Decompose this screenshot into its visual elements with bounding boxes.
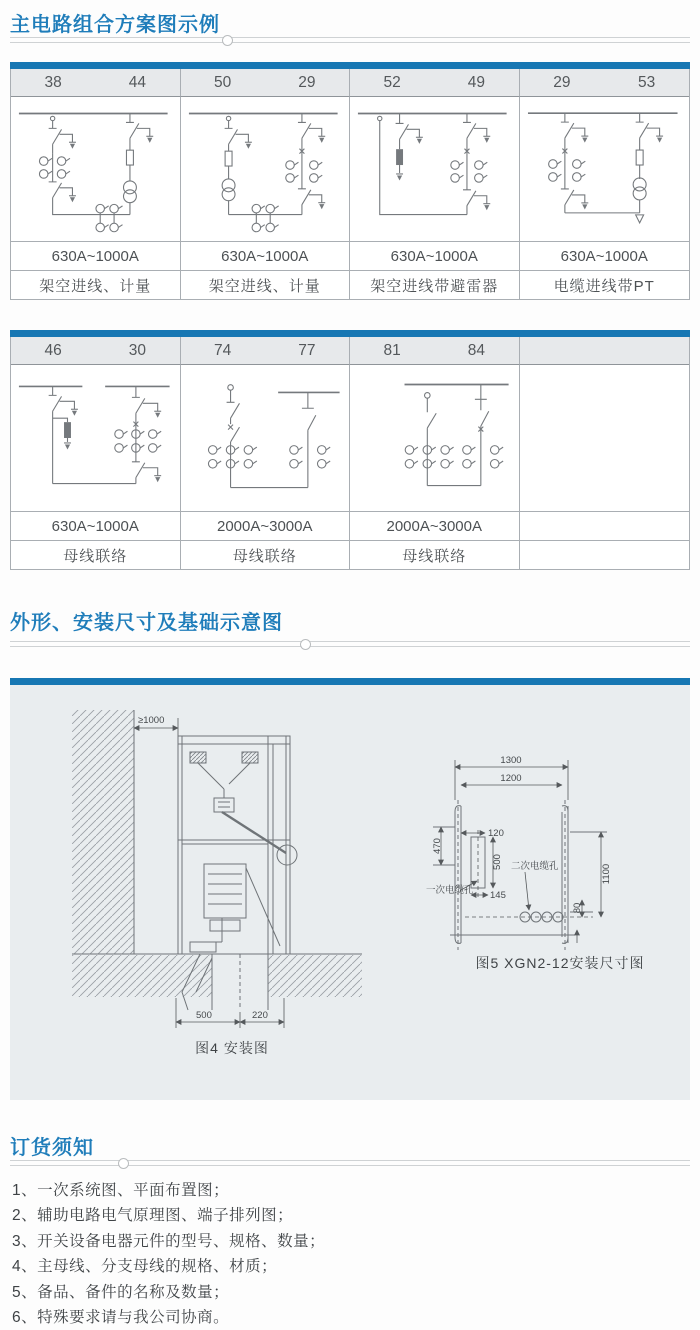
scheme-number: 38 <box>44 73 62 91</box>
description-cell: 电缆进线带PT <box>553 277 655 295</box>
ordering-notes-list <box>12 1178 688 1330</box>
circuit-diagram-46-30 <box>11 365 181 512</box>
figure4-caption: 图4 安装图 <box>195 1040 269 1056</box>
scheme-number: 46 <box>44 341 62 359</box>
circuit-diagram-81-84 <box>350 365 520 512</box>
scheme-number: 84 <box>467 341 485 359</box>
scheme-number: 29 <box>553 73 571 91</box>
scheme-number: 81 <box>383 341 401 359</box>
figure5-caption: 图5 XGN2-12安装尺寸图 <box>475 955 645 971</box>
dim-500: 500 <box>196 1010 212 1021</box>
dim-120: 120 <box>488 828 504 839</box>
rating-cell: 2000A~3000A <box>350 512 520 541</box>
scheme-table-1 <box>10 62 690 300</box>
circuit-diagram-74-77 <box>181 365 351 512</box>
ordering-item: 4、主母线、分支母线的规格、材质； <box>12 1258 278 1276</box>
scheme-number: 52 <box>383 73 401 91</box>
description-cell <box>520 541 690 569</box>
divider-knob <box>222 35 233 46</box>
dim-1100: 1100 <box>601 863 612 885</box>
circuit-diagram-52-49 <box>350 97 520 242</box>
scheme-number: 44 <box>128 73 146 91</box>
figure5-foundation-drawing <box>425 740 695 980</box>
description-cell: 母线联络 <box>11 541 181 569</box>
rating-cell <box>520 512 690 541</box>
description-cell: 母线联络 <box>181 541 351 569</box>
dim-500b: 500 <box>492 854 503 870</box>
scheme-numbers-29-53 <box>520 69 690 97</box>
scheme-numbers-38-44 <box>11 69 181 97</box>
description-cell: 母线联络 <box>350 541 520 569</box>
scheme-table-2 <box>10 330 690 570</box>
description-cell: 架空进线带避雷器 <box>350 271 520 299</box>
rating-cell: 630A~1000A <box>181 242 351 271</box>
scheme-numbers-empty <box>520 337 690 365</box>
dim-145: 145 <box>490 890 506 901</box>
cabinet-cross-section <box>178 736 297 954</box>
panel-accent-bar <box>10 678 690 685</box>
secondary-hole-label: 二次电缆孔 <box>511 861 559 872</box>
dimension-drawings-panel <box>10 678 690 1100</box>
rating-cell: 2000A~3000A <box>181 512 351 541</box>
section-title-main-circuit: 主电路组合方案图示例 <box>10 14 220 36</box>
rating-cell: 630A~1000A <box>520 242 690 271</box>
section-divider-3 <box>10 1160 690 1166</box>
circuit-diagram-empty <box>520 365 690 512</box>
scheme-numbers-74-77 <box>181 337 351 365</box>
section-divider-2 <box>10 641 690 647</box>
divider-knob <box>118 1158 129 1169</box>
scheme-numbers-52-49 <box>350 69 520 97</box>
scheme-numbers-50-29 <box>181 69 351 97</box>
circuit-diagram-38-44 <box>11 97 181 242</box>
section-divider-1 <box>10 37 690 43</box>
primary-hole-label: 一次电缆孔 <box>426 885 474 896</box>
figure4-installation-drawing <box>72 692 372 1064</box>
divider-knob <box>300 639 311 650</box>
rating-cell: 630A~1000A <box>11 512 181 541</box>
ordering-item: 1、一次系统图、平面布置图； <box>12 1182 230 1199</box>
floor-hatch-right <box>268 955 362 997</box>
scheme-numbers-81-84 <box>350 337 520 365</box>
dim-1300: 1300 <box>500 755 522 766</box>
floor-hatch-left <box>72 955 212 997</box>
dim-220: 220 <box>252 1010 268 1021</box>
scheme-number: 74 <box>214 341 232 359</box>
ordering-item: 5、备品、备件的名称及数量； <box>12 1283 230 1301</box>
foundation-rails <box>455 800 568 950</box>
ordering-item: 3、开关设备电器元件的型号、规格、数量； <box>12 1232 326 1250</box>
dim-clearance: ≥1000 <box>138 715 165 726</box>
description-cell: 架空进线、计量 <box>181 271 351 299</box>
scheme-number: 50 <box>214 73 232 91</box>
scheme-number: 49 <box>467 73 485 91</box>
table-accent-bar <box>10 62 690 69</box>
ordering-item: 6、特殊要求请与我公司协商。 <box>12 1309 230 1327</box>
wall-hatch <box>72 710 134 954</box>
table-accent-bar <box>10 330 690 337</box>
scheme-numbers-46-30 <box>11 337 181 365</box>
scheme-number: 77 <box>298 341 316 359</box>
section-title-ordering: 订货须知 <box>10 1137 94 1159</box>
circuit-diagram-29-53 <box>520 97 690 242</box>
dim-1200: 1200 <box>500 773 522 784</box>
scheme-number: 29 <box>298 73 316 91</box>
description-cell: 架空进线、计量 <box>11 271 181 299</box>
ordering-item: 2、辅助电路电气原理图、端子排列图； <box>12 1207 294 1225</box>
scheme-number: 53 <box>638 73 656 91</box>
scheme-number: 30 <box>128 341 146 359</box>
section-title-dimensions: 外形、安装尺寸及基础示意图 <box>10 612 283 634</box>
rating-cell: 630A~1000A <box>350 242 520 271</box>
circuit-diagram-50-29 <box>181 97 351 242</box>
dim-470: 470 <box>432 838 443 854</box>
dim-80: 80 <box>572 902 583 914</box>
rating-cell: 630A~1000A <box>11 242 181 271</box>
